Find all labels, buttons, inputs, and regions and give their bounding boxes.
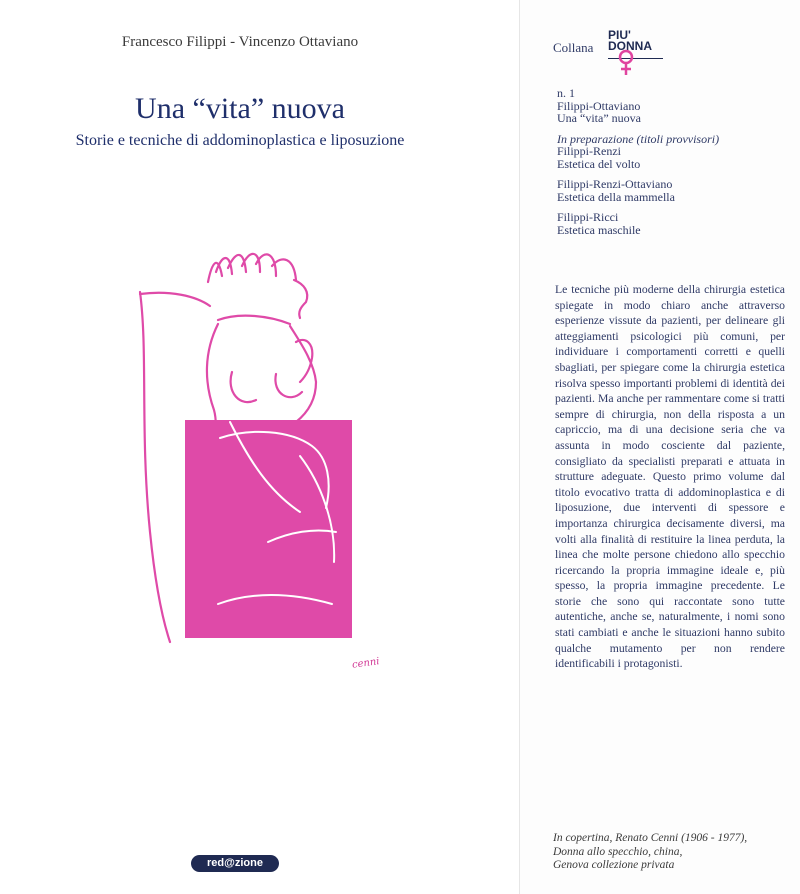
hair-stroke [208, 254, 296, 282]
cover-title: Una “vita” nuova [135, 92, 345, 125]
shoulder-line [218, 316, 290, 324]
series-author: Filippi-Ottaviano [557, 98, 641, 113]
upcoming-title: Estetica della mammella [557, 189, 675, 204]
credit-line: In copertina, Renato Cenni (1906 - 1977), [553, 832, 748, 844]
pink-square [185, 420, 352, 638]
venus-symbol-icon [617, 48, 635, 76]
chair-line-2 [140, 293, 210, 306]
upcoming-author: Filippi-Renzi [557, 144, 621, 158]
breast-left [231, 372, 256, 402]
series-title: Una “vita” nuova [557, 111, 641, 125]
book-blurb: Le tecniche più moderne della chirurgia estetica spiegate in modo chiaro anche attraverso esperienze vissute da pazienti, per delineare gli atteggiamenti psicologici più comuni, per individuare i comportamenti corretti e quelli sbagliati, per spiegare come la chirurgia estetica risolva spesso importanti problemi di identità dei pazienti. Ma anche per rammentare come si tratti sempre di chirurgia, non della risposta a un capriccio, ma di una decisione seria che va assunta in modo cosciente dal paziente, consigliato da specialisti preparati e attuata in strutture adeguate. Questo primo volume dal titolo evocativo tratta di addominoplastica e di liposuzione, due interventi di spessore e importanza chirurgica decisamente diversi, ma volti alla finalità di restituire la linea perduta, la linea che molte persone chiedono allo specchio ricercando la propria immagine ideale e, più spesso, la propria immagine precedente. Le storie che sono qui raccontate sono tutte autentiche, anche se, naturalmente, i nomi sono stati cambiati e anche le situazioni hanno subito qualche mutamento per non rendere identificabili i protagonisti. [555, 283, 785, 671]
upcoming-title: Estetica del volto [557, 156, 641, 171]
face-profile [294, 280, 307, 318]
upcoming-author: Filippi-Renzi-Ottaviano [557, 177, 673, 191]
cover-subtitle: Storie e tecniche di addominoplastica e liposuzione [75, 132, 405, 149]
cover-credits [553, 832, 793, 873]
cover-authors: Francesco Filippi - Vincenzo Ottaviano [121, 34, 359, 50]
credit-line: Genova collezione privata [553, 859, 675, 871]
credit-line: Donna allo specchio, china, [553, 845, 683, 858]
breast-right [275, 374, 302, 397]
logo-line-1: PIU' [608, 28, 631, 42]
series-list [557, 87, 792, 236]
series-number: n. 1 [557, 86, 575, 100]
in-preparation-label: In preparazione (titoli provvisori) [557, 131, 720, 146]
upcoming-title: Estetica maschile [557, 222, 641, 237]
collana-label: Collana [553, 40, 594, 55]
chair-line [140, 292, 170, 642]
logo-line-2: DONNA [608, 39, 652, 53]
upcoming-author: Filippi-Ricci [557, 210, 619, 224]
cover-illustration [100, 232, 400, 652]
publisher-logo: red@zione [191, 855, 279, 872]
artist-signature: cenni [351, 656, 381, 671]
